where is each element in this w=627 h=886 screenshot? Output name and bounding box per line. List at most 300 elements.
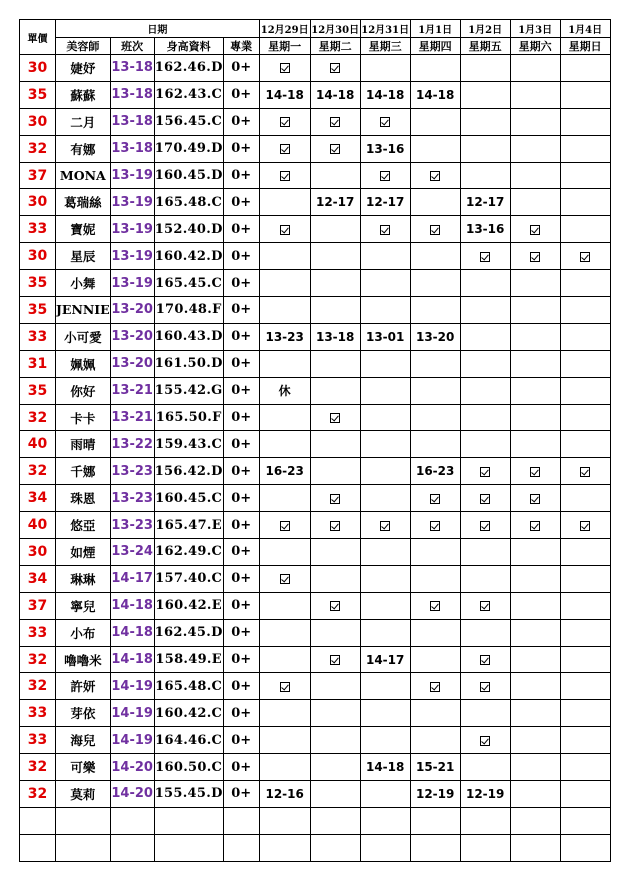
checkbox-checked-icon — [580, 252, 590, 262]
day-cell — [460, 108, 510, 135]
checkbox-checked-icon — [530, 252, 540, 262]
day-cell — [460, 350, 510, 377]
table-row — [20, 619, 611, 646]
day-cell: 15-21 — [410, 754, 460, 781]
table-row — [20, 377, 611, 404]
day-cell — [460, 727, 510, 754]
day-cell — [560, 404, 610, 431]
stylist-name-cell: JENNIE — [56, 297, 111, 324]
day-cell — [460, 700, 510, 727]
day-cell — [410, 55, 460, 82]
shift-cell: 13-21 — [110, 404, 154, 431]
stylist-name-cell: 千娜 — [56, 458, 111, 485]
shift-cell: 13-18 — [110, 55, 154, 82]
prof-cell: 0+ — [223, 700, 259, 727]
day-cell — [360, 458, 410, 485]
day-cell — [310, 646, 360, 673]
day-cell — [360, 243, 410, 270]
stylist-name-cell: 小布 — [56, 619, 111, 646]
day-cell — [460, 323, 510, 350]
prof-cell: 0+ — [223, 458, 259, 485]
price-cell: 30 — [20, 539, 56, 566]
shift-cell: 13-19 — [110, 216, 154, 243]
day-cell — [460, 243, 510, 270]
day-cell — [560, 108, 610, 135]
day-cell — [510, 404, 560, 431]
day-cell — [310, 458, 360, 485]
day-cell — [310, 297, 360, 324]
day-cell — [510, 81, 560, 108]
day-cell — [310, 754, 360, 781]
day-cell — [259, 297, 310, 324]
day-cell — [560, 270, 610, 297]
empty-row — [20, 834, 611, 861]
day-cell: 13-23 — [259, 323, 310, 350]
day-cell: 14-18 — [410, 81, 460, 108]
price-cell: 32 — [20, 781, 56, 808]
checkbox-checked-icon — [530, 521, 540, 531]
price-cell: 32 — [20, 673, 56, 700]
day-cell — [310, 673, 360, 700]
header-row-weekdays — [20, 38, 611, 55]
day-cell — [560, 81, 610, 108]
shift-cell: 13-23 — [110, 485, 154, 512]
empty-cell — [560, 807, 610, 834]
day-cell: 16-23 — [259, 458, 310, 485]
price-cell: 33 — [20, 323, 56, 350]
checkbox-checked-icon — [480, 467, 490, 477]
specs-cell: 155.45.D — [154, 781, 223, 808]
specs-cell: 160.42.E — [154, 592, 223, 619]
stylist-name-cell: 二月 — [56, 108, 111, 135]
table-row — [20, 539, 611, 566]
day-cell — [460, 619, 510, 646]
day-cell — [560, 243, 610, 270]
day-cell: 12-17 — [310, 189, 360, 216]
table-row — [20, 592, 611, 619]
day-cell — [310, 350, 360, 377]
checkbox-checked-icon — [480, 494, 490, 504]
day-cell — [310, 108, 360, 135]
day-cell — [560, 55, 610, 82]
day-cell — [510, 431, 560, 458]
day-cell — [460, 592, 510, 619]
day-cell — [259, 431, 310, 458]
day-cell — [560, 458, 610, 485]
prof-cell: 0+ — [223, 727, 259, 754]
table-row — [20, 350, 611, 377]
table-row — [20, 646, 611, 673]
day-cell — [360, 55, 410, 82]
price-cell: 37 — [20, 592, 56, 619]
day-cell — [510, 700, 560, 727]
specs-cell: 164.46.C — [154, 727, 223, 754]
empty-cell — [110, 807, 154, 834]
day-cell — [410, 512, 460, 539]
stylist-name-cell: 莫莉 — [56, 781, 111, 808]
header-weekday-4: 星期四 — [410, 38, 460, 55]
empty-cell — [510, 807, 560, 834]
prof-cell: 0+ — [223, 189, 259, 216]
table-row — [20, 485, 611, 512]
specs-cell: 162.46.D — [154, 55, 223, 82]
day-cell: 12-19 — [410, 781, 460, 808]
price-cell: 31 — [20, 350, 56, 377]
day-cell: 12-19 — [460, 781, 510, 808]
day-cell — [259, 700, 310, 727]
stylist-name-cell: 寧兒 — [56, 592, 111, 619]
day-cell — [310, 485, 360, 512]
stylist-name-cell: 星辰 — [56, 243, 111, 270]
day-cell — [560, 162, 610, 189]
day-cell — [560, 754, 610, 781]
specs-cell: 158.49.E — [154, 646, 223, 673]
shift-cell: 13-18 — [110, 108, 154, 135]
specs-cell: 160.42.D — [154, 243, 223, 270]
checkbox-checked-icon — [330, 117, 340, 127]
day-cell: 16-23 — [410, 458, 460, 485]
specs-cell: 170.48.F — [154, 297, 223, 324]
checkbox-checked-icon — [430, 494, 440, 504]
table-row — [20, 673, 611, 700]
day-cell: 14-17 — [360, 646, 410, 673]
stylist-name-cell: 悠亞 — [56, 512, 111, 539]
empty-row — [20, 807, 611, 834]
checkbox-checked-icon — [330, 413, 340, 423]
day-cell — [510, 270, 560, 297]
checkbox-checked-icon — [330, 521, 340, 531]
stylist-name-cell: 珠恩 — [56, 485, 111, 512]
day-cell — [510, 539, 560, 566]
day-cell — [360, 512, 410, 539]
checkbox-checked-icon — [480, 252, 490, 262]
day-cell — [360, 377, 410, 404]
stylist-name-cell: 海兒 — [56, 727, 111, 754]
checkbox-checked-icon — [380, 521, 390, 531]
stylist-name-cell: 雨晴 — [56, 431, 111, 458]
shift-cell: 13-20 — [110, 297, 154, 324]
stylist-name-cell: 小舞 — [56, 270, 111, 297]
day-cell — [460, 539, 510, 566]
day-cell: 13-16 — [360, 135, 410, 162]
day-cell — [310, 243, 360, 270]
checkbox-checked-icon — [330, 144, 340, 154]
empty-cell — [560, 834, 610, 861]
specs-cell: 160.45.D — [154, 162, 223, 189]
price-cell: 35 — [20, 377, 56, 404]
checkbox-checked-icon — [480, 521, 490, 531]
day-cell: 13-18 — [310, 323, 360, 350]
empty-cell — [510, 834, 560, 861]
table-row — [20, 700, 611, 727]
day-cell — [259, 673, 310, 700]
price-cell: 32 — [20, 135, 56, 162]
prof-cell: 0+ — [223, 350, 259, 377]
day-cell: 13-20 — [410, 323, 460, 350]
checkbox-checked-icon — [480, 655, 490, 665]
shift-cell: 13-24 — [110, 539, 154, 566]
price-cell: 33 — [20, 727, 56, 754]
header-weekday-2: 星期二 — [310, 38, 360, 55]
price-cell: 32 — [20, 646, 56, 673]
day-cell — [259, 646, 310, 673]
prof-cell: 0+ — [223, 781, 259, 808]
prof-cell: 0+ — [223, 81, 259, 108]
prof-cell: 0+ — [223, 431, 259, 458]
day-cell — [460, 135, 510, 162]
price-cell: 32 — [20, 458, 56, 485]
day-cell — [410, 565, 460, 592]
price-cell: 35 — [20, 270, 56, 297]
prof-cell: 0+ — [223, 485, 259, 512]
table-row — [20, 81, 611, 108]
day-cell — [560, 700, 610, 727]
checkbox-checked-icon — [480, 601, 490, 611]
price-cell: 30 — [20, 108, 56, 135]
prof-cell: 0+ — [223, 377, 259, 404]
table-row — [20, 565, 611, 592]
day-cell — [410, 673, 460, 700]
specs-cell: 155.42.G — [154, 377, 223, 404]
prof-cell: 0+ — [223, 162, 259, 189]
day-cell — [560, 431, 610, 458]
day-cell: 14-18 — [310, 81, 360, 108]
shift-cell: 13-20 — [110, 323, 154, 350]
empty-cell — [460, 834, 510, 861]
day-cell — [510, 754, 560, 781]
specs-cell: 160.42.C — [154, 700, 223, 727]
day-cell — [410, 108, 460, 135]
day-cell — [310, 270, 360, 297]
day-cell — [310, 727, 360, 754]
shift-cell: 14-19 — [110, 727, 154, 754]
empty-cell — [360, 834, 410, 861]
day-cell — [460, 485, 510, 512]
stylist-name-cell: 可樂 — [56, 754, 111, 781]
specs-cell: 165.45.C — [154, 270, 223, 297]
shift-cell: 13-21 — [110, 377, 154, 404]
table-row — [20, 727, 611, 754]
day-cell — [560, 297, 610, 324]
price-cell: 40 — [20, 431, 56, 458]
day-cell — [360, 216, 410, 243]
day-cell — [460, 162, 510, 189]
day-cell — [460, 646, 510, 673]
checkbox-checked-icon — [280, 225, 290, 235]
stylist-name-cell: 婕妤 — [56, 55, 111, 82]
day-cell — [510, 216, 560, 243]
day-cell — [460, 673, 510, 700]
specs-cell: 152.40.D — [154, 216, 223, 243]
day-cell — [460, 754, 510, 781]
day-cell — [410, 646, 460, 673]
empty-cell — [154, 834, 223, 861]
day-cell — [360, 781, 410, 808]
stylist-name-cell: 寶妮 — [56, 216, 111, 243]
checkbox-checked-icon — [280, 574, 290, 584]
empty-cell — [460, 807, 510, 834]
day-cell — [560, 323, 610, 350]
prof-cell: 0+ — [223, 512, 259, 539]
price-cell: 35 — [20, 81, 56, 108]
day-cell — [259, 565, 310, 592]
day-cell — [410, 727, 460, 754]
day-cell — [560, 485, 610, 512]
shift-cell: 13-19 — [110, 243, 154, 270]
day-cell — [310, 592, 360, 619]
price-cell: 40 — [20, 512, 56, 539]
day-cell — [460, 512, 510, 539]
day-cell — [360, 108, 410, 135]
table-row — [20, 108, 611, 135]
header-date-7: 1月4日 — [560, 20, 610, 38]
day-cell — [410, 539, 460, 566]
specs-cell: 165.47.E — [154, 512, 223, 539]
prof-cell: 0+ — [223, 297, 259, 324]
price-cell: 37 — [20, 162, 56, 189]
day-cell — [510, 350, 560, 377]
prof-cell: 0+ — [223, 539, 259, 566]
day-cell — [460, 55, 510, 82]
header-stylist: 美容師 — [56, 38, 111, 55]
schedule-table — [19, 19, 611, 862]
shift-cell: 14-20 — [110, 754, 154, 781]
day-cell — [310, 431, 360, 458]
day-cell — [360, 592, 410, 619]
day-cell — [410, 243, 460, 270]
day-cell — [259, 754, 310, 781]
prof-cell: 0+ — [223, 565, 259, 592]
day-cell — [360, 565, 410, 592]
stylist-name-cell: 姵姵 — [56, 350, 111, 377]
stylist-name-cell: 你好 — [56, 377, 111, 404]
table-row — [20, 512, 611, 539]
table-row — [20, 431, 611, 458]
day-cell — [360, 619, 410, 646]
price-cell: 33 — [20, 700, 56, 727]
day-cell — [360, 485, 410, 512]
price-cell: 33 — [20, 619, 56, 646]
day-cell — [259, 485, 310, 512]
day-cell — [360, 270, 410, 297]
prof-cell: 0+ — [223, 243, 259, 270]
specs-cell: 160.45.C — [154, 485, 223, 512]
checkbox-checked-icon — [280, 682, 290, 692]
day-cell — [410, 162, 460, 189]
specs-cell: 157.40.C — [154, 565, 223, 592]
header-date-2: 12月30日 — [310, 20, 360, 38]
checkbox-checked-icon — [280, 63, 290, 73]
day-cell — [460, 377, 510, 404]
header-prof: 專業 — [223, 38, 259, 55]
empty-cell — [110, 834, 154, 861]
header-weekday-1: 星期一 — [259, 38, 310, 55]
shift-cell: 13-19 — [110, 189, 154, 216]
day-cell — [560, 646, 610, 673]
header-weekday-5: 星期五 — [460, 38, 510, 55]
shift-cell: 14-18 — [110, 592, 154, 619]
day-cell — [310, 55, 360, 82]
price-cell: 32 — [20, 754, 56, 781]
day-cell — [360, 673, 410, 700]
checkbox-checked-icon — [330, 63, 340, 73]
price-cell: 30 — [20, 243, 56, 270]
checkbox-checked-icon — [380, 171, 390, 181]
day-cell — [360, 431, 410, 458]
day-cell — [560, 216, 610, 243]
day-cell — [510, 458, 560, 485]
day-cell — [410, 619, 460, 646]
price-cell: 33 — [20, 216, 56, 243]
day-cell — [259, 727, 310, 754]
specs-cell: 162.45.D — [154, 619, 223, 646]
checkbox-checked-icon — [380, 117, 390, 127]
day-cell — [460, 270, 510, 297]
day-cell — [360, 539, 410, 566]
prof-cell: 0+ — [223, 754, 259, 781]
specs-cell: 170.49.D — [154, 135, 223, 162]
day-cell — [560, 512, 610, 539]
day-cell — [259, 512, 310, 539]
day-cell — [460, 404, 510, 431]
day-cell — [560, 781, 610, 808]
shift-cell: 14-19 — [110, 700, 154, 727]
shift-cell: 14-20 — [110, 781, 154, 808]
prof-cell: 0+ — [223, 108, 259, 135]
specs-cell: 162.49.C — [154, 539, 223, 566]
empty-cell — [259, 834, 310, 861]
day-cell: 14-18 — [259, 81, 310, 108]
day-cell: 12-16 — [259, 781, 310, 808]
table-row — [20, 189, 611, 216]
day-cell — [560, 377, 610, 404]
day-cell: 13-16 — [460, 216, 510, 243]
checkbox-checked-icon — [530, 225, 540, 235]
checkbox-checked-icon — [430, 225, 440, 235]
header-weekday-3: 星期三 — [360, 38, 410, 55]
prof-cell: 0+ — [223, 673, 259, 700]
checkbox-checked-icon — [280, 117, 290, 127]
header-row-dates — [20, 20, 611, 38]
table-row — [20, 781, 611, 808]
day-cell — [259, 55, 310, 82]
day-cell — [460, 297, 510, 324]
empty-cell — [223, 807, 259, 834]
prof-cell: 0+ — [223, 619, 259, 646]
stylist-name-cell: 嚕嚕米 — [56, 646, 111, 673]
table-row — [20, 458, 611, 485]
table-row — [20, 162, 611, 189]
shift-cell: 13-18 — [110, 81, 154, 108]
specs-cell: 162.43.C — [154, 81, 223, 108]
table-row — [20, 297, 611, 324]
table-row — [20, 754, 611, 781]
day-cell — [259, 108, 310, 135]
day-cell — [410, 135, 460, 162]
table-row — [20, 243, 611, 270]
empty-cell — [410, 807, 460, 834]
day-cell — [510, 619, 560, 646]
day-cell — [360, 297, 410, 324]
day-cell — [410, 216, 460, 243]
day-cell: 12-17 — [460, 189, 510, 216]
day-cell — [410, 485, 460, 512]
shift-cell: 13-19 — [110, 162, 154, 189]
shift-cell: 13-20 — [110, 350, 154, 377]
day-cell — [360, 727, 410, 754]
day-cell — [310, 135, 360, 162]
day-cell — [410, 377, 460, 404]
